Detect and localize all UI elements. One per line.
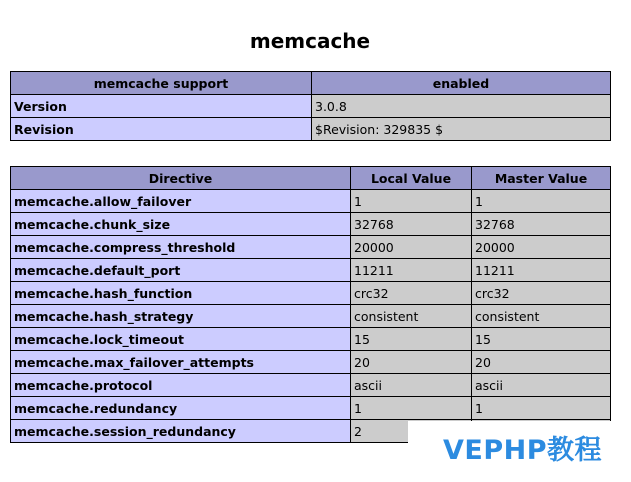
row-label: Version [11, 95, 312, 118]
column-header: enabled [312, 72, 611, 95]
table-row [11, 397, 611, 420]
local-value: ascii [351, 374, 472, 397]
master-value: 20000 [472, 236, 611, 259]
page-title: memcache [249, 29, 371, 53]
directive-name: memcache.redundancy [11, 397, 351, 420]
master-value: crc32 [472, 282, 611, 305]
row-value: $Revision: 329835 $ [312, 118, 611, 141]
local-value: 2 [351, 420, 472, 443]
column-header-directive: Directive [11, 167, 351, 190]
local-value: 11211 [351, 259, 472, 282]
directive-name: memcache.chunk_size [11, 213, 351, 236]
directive-name: memcache.lock_timeout [11, 328, 351, 351]
directive-name: memcache.max_failover_attempts [11, 351, 351, 374]
table-row [11, 118, 611, 141]
local-value: 1 [351, 397, 472, 420]
table-row [11, 259, 611, 282]
table-row [11, 236, 611, 259]
master-value: consistent [472, 305, 611, 328]
row-label: Revision [11, 118, 312, 141]
master-value: 20 [472, 351, 611, 374]
table-row [11, 190, 611, 213]
table-row [11, 328, 611, 351]
column-header: memcache support [11, 72, 312, 95]
local-value: 20 [351, 351, 472, 374]
table-header-row [11, 72, 611, 95]
local-value: crc32 [351, 282, 472, 305]
local-value: 32768 [351, 213, 472, 236]
table-row [11, 213, 611, 236]
local-value: consistent [351, 305, 472, 328]
master-value: 11211 [472, 259, 611, 282]
master-value: 15 [472, 328, 611, 351]
table-row [11, 351, 611, 374]
table-row [11, 282, 611, 305]
directive-name: memcache.allow_failover [11, 190, 351, 213]
table-row [11, 374, 611, 397]
directive-name: memcache.session_redundancy [11, 420, 351, 443]
local-value: 15 [351, 328, 472, 351]
local-value: 20000 [351, 236, 472, 259]
column-header-local-value: Local Value [351, 167, 472, 190]
memcache-support-table [10, 71, 611, 141]
directive-name: memcache.compress_threshold [11, 236, 351, 259]
master-value: 32768 [472, 213, 611, 236]
master-value: 1 [472, 190, 611, 213]
table-header-row [11, 167, 611, 190]
master-value: ascii [472, 374, 611, 397]
directive-name: memcache.protocol [11, 374, 351, 397]
local-value: 1 [351, 190, 472, 213]
watermark-text: VEPHP教程 [443, 435, 603, 466]
table-row [11, 305, 611, 328]
directive-name: memcache.hash_strategy [11, 305, 351, 328]
column-header-master-value: Master Value [472, 167, 611, 190]
master-value: 1 [472, 397, 611, 420]
directive-name: memcache.default_port [11, 259, 351, 282]
directive-table [10, 166, 611, 443]
directive-name: memcache.hash_function [11, 282, 351, 305]
row-value: 3.0.8 [312, 95, 611, 118]
table-row [11, 95, 611, 118]
